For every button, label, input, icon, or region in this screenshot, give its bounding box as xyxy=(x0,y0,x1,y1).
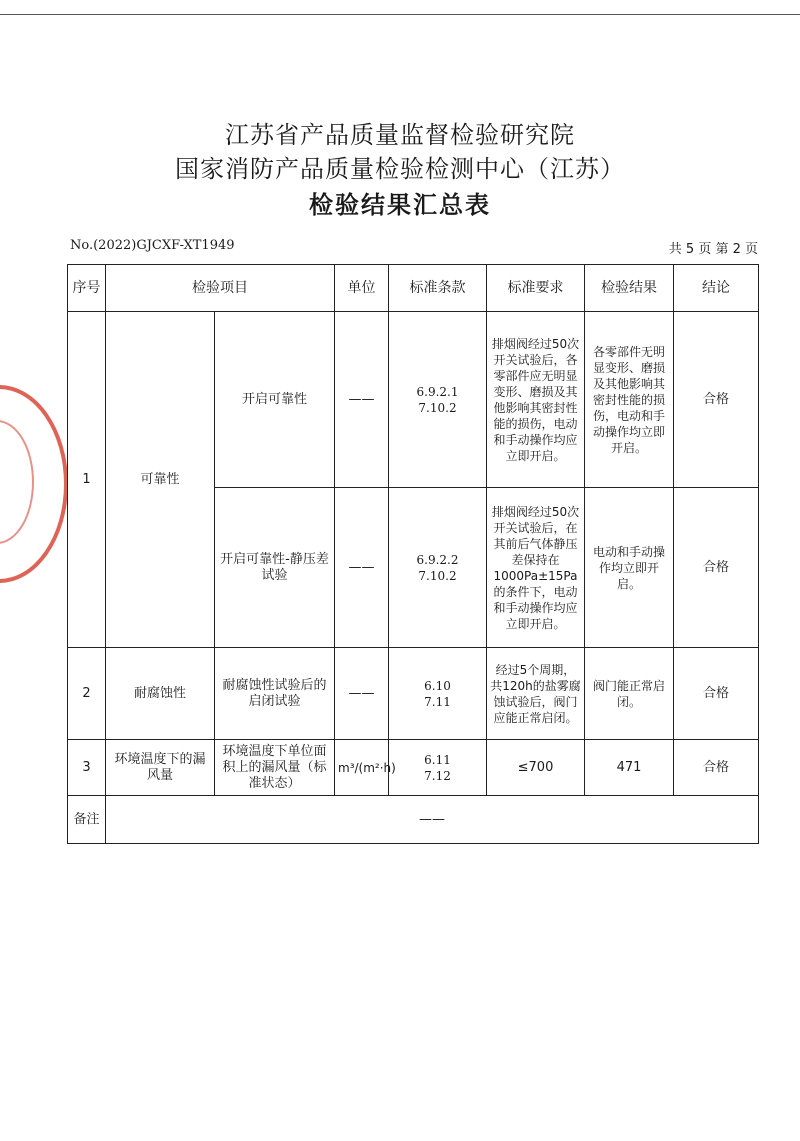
row-seq: 2 xyxy=(68,648,106,740)
table-header-row xyxy=(68,265,759,312)
row-unit: m³/(m²·h) xyxy=(335,740,389,796)
row-requirement: 排烟阀经过50次开关试验后，各零部件应无明显变形、磨损及其他影响其密封性能的损伤，电动和手动操作均应立即开启。 xyxy=(487,312,585,488)
row-conclusion: 合格 xyxy=(674,488,759,648)
remarks-value: —— xyxy=(106,796,759,844)
row-item: 开启可靠性-静压差试验 xyxy=(215,488,335,648)
row-item: 耐腐蚀性试验后的启闭试验 xyxy=(215,648,335,740)
results-table xyxy=(67,264,759,844)
report-meta xyxy=(70,238,758,258)
row-clause xyxy=(389,488,487,648)
row-category: 可靠性 xyxy=(106,312,215,648)
header-result: 检验结果 xyxy=(585,265,674,312)
row-item: 开启可靠性 xyxy=(215,312,335,488)
clause-line-2: 7.10.2 xyxy=(418,568,457,583)
header-clause: 标准条款 xyxy=(389,265,487,312)
row-conclusion: 合格 xyxy=(674,648,759,740)
row-item: 环境温度下单位面积上的漏风量（标准状态） xyxy=(215,740,335,796)
row-seq: 1 xyxy=(68,312,106,648)
clause-line-1: 6.9.2.1 xyxy=(416,384,459,399)
row-seq: 3 xyxy=(68,740,106,796)
center-name: 国家消防产品质量检验检测中心（江苏） xyxy=(175,155,625,183)
row-conclusion: 合格 xyxy=(674,312,759,488)
page-info: 共 5 页 第 2 页 xyxy=(668,242,758,257)
row-result: 阀门能正常启闭。 xyxy=(585,648,674,740)
row-requirement: 经过5个周期，共120h的盐雾腐蚀试验后，阀门应能正常启闭。 xyxy=(487,648,585,740)
clause-line-1: 6.10 xyxy=(424,678,451,693)
report-title: 检验结果汇总表 xyxy=(309,191,491,219)
table-row xyxy=(68,312,759,488)
clause-line-2: 7.10.2 xyxy=(418,400,457,415)
top-rule xyxy=(0,14,800,15)
report-number: No.(2022)GJCXF-XT1949 xyxy=(70,238,235,253)
row-result: 471 xyxy=(585,740,674,796)
row-clause xyxy=(389,312,487,488)
report-header xyxy=(0,118,800,224)
row-result: 电动和手动操作均立即开启。 xyxy=(585,488,674,648)
institute-name: 江苏省产品质量监督检验研究院 xyxy=(225,121,575,149)
row-requirement: 排烟阀经过50次开关试验后，在其前后气体静压差保持在1000Pa±15Pa的条件下，电动和手动操作均应立即开启。 xyxy=(487,488,585,648)
table-row xyxy=(68,648,759,740)
row-unit: —— xyxy=(335,648,389,740)
clause-line-1: 6.9.2.2 xyxy=(416,552,459,567)
row-clause xyxy=(389,740,487,796)
remarks-label: 备注 xyxy=(68,796,106,844)
header-seq: 序号 xyxy=(68,265,106,312)
clause-line-2: 7.12 xyxy=(424,768,451,783)
header-requirement: 标准要求 xyxy=(487,265,585,312)
row-requirement: ≤700 xyxy=(487,740,585,796)
row-unit: —— xyxy=(335,312,389,488)
row-result: 各零部件无明显变形、磨损及其他影响其密封性能的损伤，电动和手动操作均立即开启。 xyxy=(585,312,674,488)
row-category: 环境温度下的漏风量 xyxy=(106,740,215,796)
row-clause xyxy=(389,648,487,740)
clause-line-1: 6.11 xyxy=(424,752,451,767)
row-conclusion: 合格 xyxy=(674,740,759,796)
table-row xyxy=(68,740,759,796)
header-item: 检验项目 xyxy=(106,265,335,312)
row-unit: —— xyxy=(335,488,389,648)
header-conclusion: 结论 xyxy=(674,265,759,312)
row-category: 耐腐蚀性 xyxy=(106,648,215,740)
header-unit: 单位 xyxy=(335,265,389,312)
clause-line-2: 7.11 xyxy=(424,694,451,709)
remarks-row xyxy=(68,796,759,844)
